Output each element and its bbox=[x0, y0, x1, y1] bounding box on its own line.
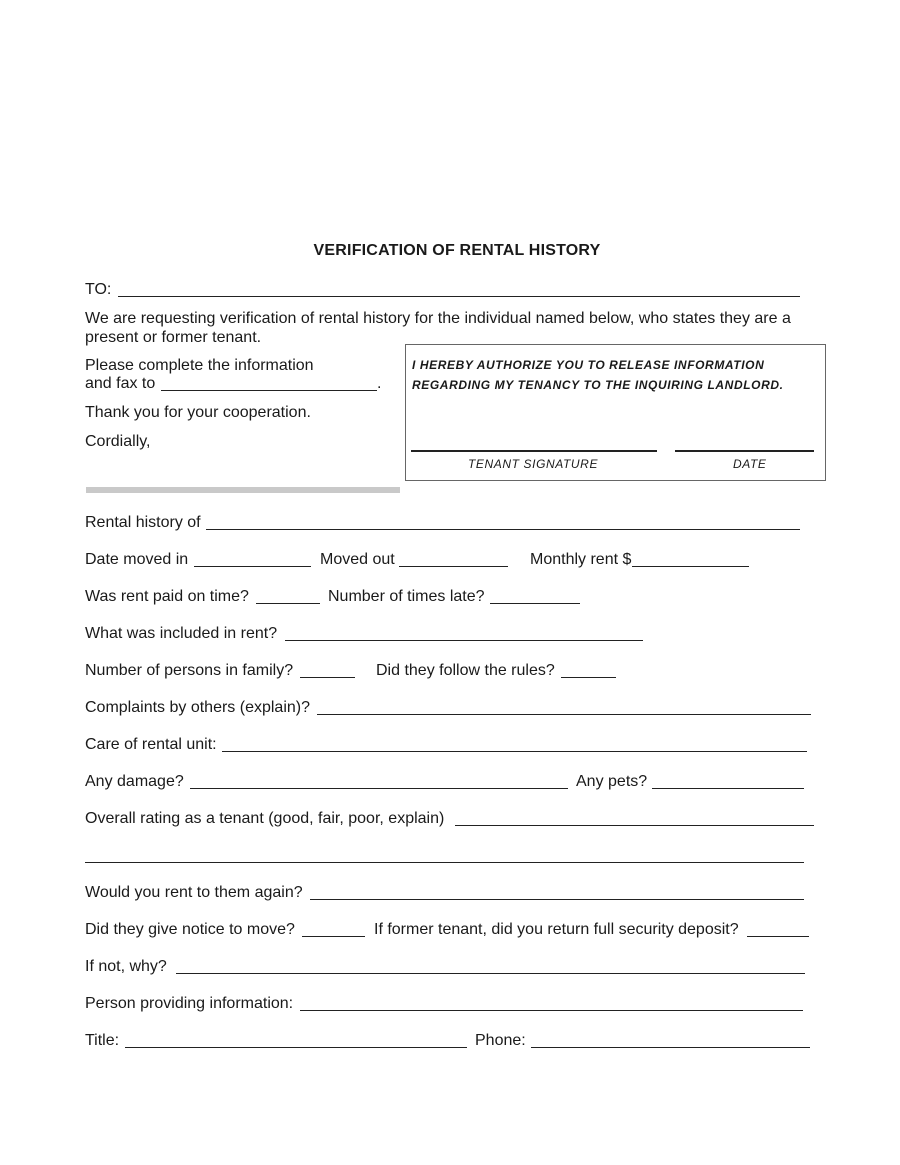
care-of-unit-label: Care of rental unit: bbox=[85, 736, 217, 753]
tenant-signature-label: TENANT SIGNATURE bbox=[468, 457, 599, 471]
overall-rating-field-continued[interactable] bbox=[85, 862, 804, 863]
fax-number-field[interactable] bbox=[161, 390, 377, 391]
closing-text: Cordially, bbox=[85, 433, 151, 450]
security-deposit-label: If former tenant, did you return full security deposit? bbox=[374, 921, 739, 938]
to-label: TO: bbox=[85, 281, 112, 298]
any-pets-label: Any pets? bbox=[576, 773, 648, 790]
persons-in-family-field[interactable] bbox=[300, 677, 355, 678]
included-in-rent-field[interactable] bbox=[285, 640, 643, 641]
rent-paid-on-time-field[interactable] bbox=[256, 603, 320, 604]
authorization-line-1: I HEREBY AUTHORIZE YOU TO RELEASE INFORMATION bbox=[412, 358, 765, 372]
notice-to-move-label: Did they give notice to move? bbox=[85, 921, 295, 938]
notice-to-move-field[interactable] bbox=[302, 936, 365, 937]
security-deposit-field[interactable] bbox=[747, 936, 809, 937]
to-field[interactable] bbox=[118, 296, 800, 297]
rental-history-field[interactable] bbox=[206, 529, 800, 530]
rent-paid-on-time-label: Was rent paid on time? bbox=[85, 588, 249, 605]
monthly-rent-field[interactable] bbox=[632, 566, 749, 567]
times-late-field[interactable] bbox=[490, 603, 580, 604]
authorization-line-2: REGARDING MY TENANCY TO THE INQUIRING LANDLORD. bbox=[412, 378, 784, 392]
any-pets-field[interactable] bbox=[652, 788, 804, 789]
care-of-unit-field[interactable] bbox=[222, 751, 807, 752]
included-in-rent-label: What was included in rent? bbox=[85, 625, 278, 642]
monthly-rent-label: Monthly rent $ bbox=[530, 551, 632, 568]
signature-date-field[interactable] bbox=[675, 450, 814, 452]
person-providing-field[interactable] bbox=[300, 1010, 803, 1011]
title-label: Title: bbox=[85, 1032, 120, 1049]
date-moved-in-field[interactable] bbox=[194, 566, 311, 567]
tenant-signature-field[interactable] bbox=[411, 450, 657, 452]
phone-label: Phone: bbox=[475, 1032, 526, 1049]
authorization-statement bbox=[412, 355, 784, 395]
thanks-text: Thank you for your cooperation. bbox=[85, 404, 311, 421]
rental-history-label: Rental history of bbox=[85, 514, 201, 531]
any-damage-label: Any damage? bbox=[85, 773, 184, 790]
times-late-label: Number of times late? bbox=[328, 588, 485, 605]
fax-period: . bbox=[377, 375, 382, 392]
complete-info-text: Please complete the information bbox=[85, 357, 314, 374]
title-field[interactable] bbox=[125, 1047, 467, 1048]
person-providing-label: Person providing information: bbox=[85, 995, 294, 1012]
overall-rating-label: Overall rating as a tenant (good, fair, poor, explain) bbox=[85, 810, 445, 827]
rent-again-field[interactable] bbox=[310, 899, 804, 900]
persons-in-family-label: Number of persons in family? bbox=[85, 662, 294, 679]
complaints-label: Complaints by others (explain)? bbox=[85, 699, 310, 716]
complaints-field[interactable] bbox=[317, 714, 811, 715]
follow-rules-field[interactable] bbox=[561, 677, 616, 678]
moved-out-field[interactable] bbox=[399, 566, 508, 567]
date-moved-in-label: Date moved in bbox=[85, 551, 189, 568]
section-divider bbox=[86, 487, 400, 493]
follow-rules-label: Did they follow the rules? bbox=[376, 662, 555, 679]
rent-again-label: Would you rent to them again? bbox=[85, 884, 303, 901]
moved-out-label: Moved out bbox=[320, 551, 395, 568]
if-not-why-field[interactable] bbox=[176, 973, 805, 974]
form-title: VERIFICATION OF RENTAL HISTORY bbox=[313, 242, 601, 259]
date-label: DATE bbox=[733, 457, 767, 471]
intro-paragraph: We are requesting verification of rental history for the individual named below, who states they are a present or former tenant. bbox=[85, 310, 791, 346]
any-damage-field[interactable] bbox=[190, 788, 568, 789]
overall-rating-field[interactable] bbox=[455, 825, 814, 826]
phone-field[interactable] bbox=[531, 1047, 810, 1048]
authorization-box bbox=[405, 344, 826, 481]
fax-to-label: and fax to bbox=[85, 375, 156, 392]
if-not-why-label: If not, why? bbox=[85, 958, 167, 975]
